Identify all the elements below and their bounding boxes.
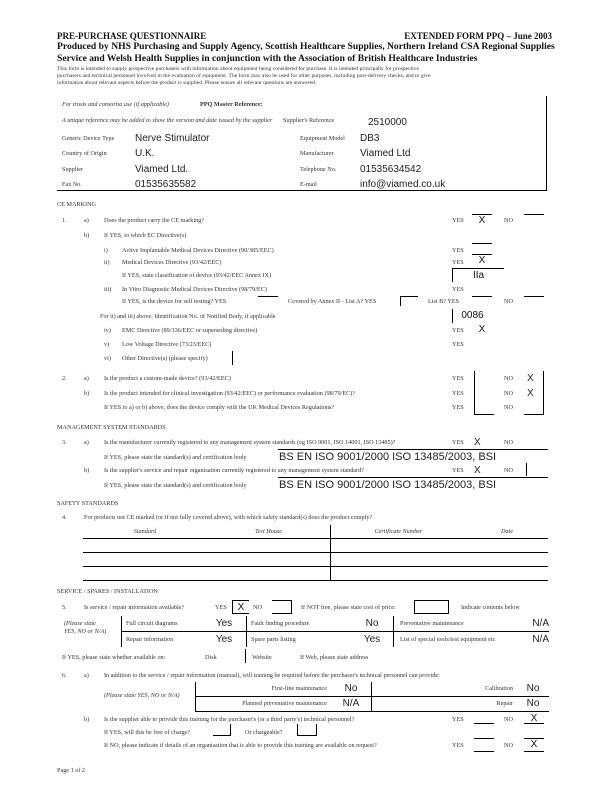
q3b-state-text: If YES, please state the standard(s) and certification body	[104, 482, 247, 489]
q6-number: 6.	[62, 672, 67, 679]
q6a-question: In addition to the service / repair information (manual), will training be required before the purchaser's technical personnel can provide:	[104, 672, 440, 679]
notified-body-field[interactable]: 0086	[452, 309, 492, 323]
supplier-value[interactable]: Viamed Ltd.	[135, 164, 189, 175]
q2a-no-checkbox[interactable]: X	[527, 373, 534, 384]
q1b-iv-yes-checkbox[interactable]: X	[478, 324, 486, 335]
q1b-vi-number: vi)	[104, 355, 111, 362]
training-grid-row-1	[195, 682, 549, 697]
column-header-test-house: Test House	[207, 525, 331, 538]
table-row[interactable]	[83, 553, 548, 567]
table-cell[interactable]	[83, 553, 331, 566]
grid-value[interactable]: No	[351, 616, 394, 631]
table-header-row	[83, 525, 548, 539]
q1b-letter: b)	[84, 232, 90, 239]
service-grid-row-2	[121, 632, 549, 647]
grid-value[interactable]: No	[331, 682, 372, 696]
column-header-date: Date	[500, 528, 514, 535]
q6c-yes-checkbox[interactable]	[474, 738, 494, 752]
q6b-or-text: Or chargeable?	[245, 729, 283, 736]
telephone-value[interactable]: 01535634542	[360, 164, 422, 175]
supplier-ref-label: Supplier's Reference	[283, 117, 335, 124]
service-contents-grid	[121, 616, 549, 647]
q5-side-label-1: (Please state	[64, 620, 96, 627]
list-a-checkbox[interactable]	[400, 296, 418, 306]
q5-cost-field[interactable]	[414, 600, 449, 614]
safety-standards-table	[83, 525, 548, 581]
page-number: Page 1 of 2	[57, 767, 86, 774]
q2b-no-label: NO	[504, 390, 513, 397]
q1b-v-text: Low Voltage Directive (73/23/EEC)	[122, 341, 212, 348]
grid-value[interactable]: Yes	[202, 632, 247, 647]
q1b-i-yes-checkbox[interactable]	[472, 243, 492, 254]
grid-value[interactable]: Yes	[351, 632, 394, 647]
grid-value[interactable]: Yes	[202, 616, 247, 631]
q1b-iv-yes-label: YES	[452, 327, 464, 334]
q5-website-label: Website	[252, 654, 272, 661]
q6b-free-text: If YES, will this be free of charge?	[104, 729, 191, 736]
service-grid-row-1	[121, 616, 549, 632]
q6c-question: If NO, please indicate if details of an organisation that is able to provide this training are available on request?	[104, 742, 377, 749]
q3a-question: Is the manufacturer currently registered to any management system standards (eg ISO 9001, ISO 14001, ISO 13485)?	[104, 439, 396, 446]
grid-label: Preventative maintenance	[400, 620, 464, 627]
q2-number: 2.	[62, 375, 67, 382]
q1a-no-checkbox[interactable]	[524, 214, 544, 225]
ce-marking-heading: CE MARKING	[57, 201, 97, 208]
q5-number: 5.	[62, 604, 67, 611]
grid-value[interactable]: N/A	[331, 697, 372, 711]
produced-by-line-2: Service and Welsh Health Supplies in conjunction with the Association of British Healthcare Industries	[57, 53, 478, 64]
q3a-yes-checkbox[interactable]: X	[474, 437, 481, 448]
q6b-question: Is the supplier able to provide this training for the purchaser's (or a third party's) technical personnel?	[104, 716, 355, 723]
reference-note: A unique reference may be added to show the version and date issued by the supplier	[62, 117, 273, 124]
q5-yes-label: YES	[215, 604, 227, 611]
notified-body-text: For ii) and iii) above, Identification No. of Notified Body, if applicable	[100, 313, 276, 320]
q1b-vi-text: Other Directive(s) (please specify)	[122, 355, 208, 362]
q5-question: Is service / repair information available?	[84, 604, 185, 611]
training-grid-row-2	[195, 697, 549, 712]
q1b-ii-yes-checkbox[interactable]: X	[472, 254, 492, 265]
trust-use-label: For trusts and consortia use (if applicable)	[62, 101, 169, 108]
q2a-letter: a)	[84, 375, 89, 382]
equipment-model-label: Equipment Model	[300, 135, 345, 142]
q1b-v-yes-label: YES	[452, 341, 464, 348]
q2a-yes-label: YES	[452, 375, 464, 382]
list-b-yes-checkbox[interactable]	[472, 296, 492, 307]
produced-by-line-1: Produced by NHS Purchasing and Supply Agency, Scottish Healthcare Supplies, Northern Ireland CSA Regional Supplies	[57, 41, 555, 52]
intro-line-3: information about relevant aspects before the product is supplied. Please ensure all relevant questions are answered.	[57, 80, 317, 86]
q6c-no-checkbox[interactable]: X	[524, 738, 544, 752]
q5-web-address-text: If Web, please state address	[300, 654, 369, 661]
q2c-no-label: NO	[504, 404, 513, 411]
manufacturer-label: Manufacturer	[300, 150, 334, 157]
q6b-no-checkbox[interactable]: X	[524, 713, 544, 724]
q1b-iii-yes-label: YES	[452, 286, 464, 293]
q2b-yes-label: YES	[452, 390, 464, 397]
grid-label: Planned preventative maintenance	[242, 700, 327, 707]
q1a-letter: a)	[84, 217, 89, 224]
self-testing-checkbox-line[interactable]	[258, 296, 278, 297]
q1b-i-yes-label: YES	[452, 247, 464, 254]
q1b-ii-yes-label: YES	[452, 259, 464, 266]
table-cell[interactable]	[331, 567, 548, 580]
grid-value[interactable]: N/A	[532, 634, 549, 645]
q5-no-checkbox[interactable]	[272, 600, 292, 614]
table-cell[interactable]	[331, 553, 548, 566]
iii-list-b-text: List B? YES	[428, 298, 460, 305]
management-heading: MANAGEMENT SYSTEM STANDARDS	[57, 424, 166, 431]
iii-self-testing-text: If YES, is the device for self testing? YES	[122, 298, 227, 305]
q1b-iii-number: iii)	[104, 286, 112, 293]
grid-label: Fault finding procedure	[251, 620, 310, 627]
q2b-no-checkbox[interactable]: X	[527, 388, 534, 399]
q1a-no-label: NO	[504, 217, 513, 224]
table-row[interactable]	[83, 539, 548, 553]
email-value[interactable]: info@viamed.co.uk	[360, 179, 446, 190]
q3a-state-text: If YES, please state the standard(s) and certification body	[104, 454, 247, 461]
q2a-no-label: NO	[504, 375, 513, 382]
q6b-yes-checkbox[interactable]	[474, 713, 494, 724]
q3a-no-label: NO	[504, 439, 513, 446]
email-label: E-mail	[300, 181, 317, 188]
q2a-question: Is the product a custom-made device? (93/42/EEC)	[104, 375, 231, 382]
iii-no-label: NO	[504, 298, 513, 305]
q5-side-label-2: YES, NO or N/A)	[64, 628, 107, 635]
q2c-yes-label: YES	[452, 404, 464, 411]
generic-type-value[interactable]: Nerve Stimulator	[135, 133, 210, 144]
q5-indicate-text: Indicate contents below	[461, 604, 520, 611]
q3b-answer-line	[278, 477, 548, 478]
country-label: Country of Origin	[62, 150, 107, 157]
q3b-yes-label: YES	[452, 467, 464, 474]
q2-no-column-box[interactable]	[524, 371, 544, 415]
intro-line-1: This form is intended to supply prospective purchasers with information about equipment being considered for purchase. It is intended principally for prospective	[57, 66, 419, 72]
q6c-no-label: NO	[504, 742, 513, 749]
equipment-model-value[interactable]: DB3	[360, 133, 380, 144]
device-class-field[interactable]: IIa	[452, 268, 504, 282]
table-row[interactable]	[83, 567, 548, 581]
table-cell[interactable]	[83, 539, 331, 552]
column-header-certificate: Certificate Number	[374, 528, 423, 535]
supplier-ref-value[interactable]: 2510000	[368, 117, 407, 128]
q3a-standards-value[interactable]: BS EN ISO 9001/2000 ISO 13485/2003, BSI	[279, 451, 497, 463]
fax-value[interactable]: 01535635582	[135, 179, 197, 190]
q1-number: 1.	[62, 217, 67, 224]
q2b-letter: b)	[84, 390, 90, 397]
q3b-no-checkbox[interactable]	[526, 463, 527, 476]
grid-label: Repair information	[126, 636, 174, 643]
grid-value[interactable]: N/A	[532, 618, 549, 629]
grid-label: Spare parts listing	[251, 636, 296, 643]
q6a-letter: a)	[84, 672, 89, 679]
q1a-question: Does the product carry the CE marking?	[104, 217, 204, 224]
form-title: PRE-PURCHASE QUESTIONNAIRE	[57, 31, 207, 41]
q4-question: For products not CE marked (or if not fully covered above), with which safety standard(s) does the product comply?	[84, 514, 373, 521]
q6b-letter: b)	[84, 716, 90, 723]
q1b-iv-text: EMC Directive (89/336/EEC or superseding directive)	[122, 327, 258, 334]
q1a-yes-checkbox[interactable]: X	[472, 214, 492, 225]
q1b-i-text: Active Implantable Medical Devices Directive (90/385/EEC)	[122, 247, 274, 254]
q3b-standards-value[interactable]: BS EN ISO 9001/2000 ISO 13485/2003, BSI	[279, 479, 497, 491]
manufacturer-value[interactable]: Viamed Ltd	[360, 148, 411, 159]
q2b-question: Is the product intended for clinical investigation (93/42/EEC) or performance evaluation (98/79/EC)?	[104, 390, 356, 397]
q6c-yes-label: YES	[452, 742, 464, 749]
grid-label: List of special tools/test equipment etc	[400, 636, 496, 643]
list-b-no-checkbox[interactable]	[524, 296, 544, 307]
q5-cost-text: If NOT free, please state cost of price:	[301, 604, 396, 611]
q5-disk-checkbox[interactable]	[245, 649, 246, 663]
table-cell[interactable]	[331, 539, 548, 552]
q3a-answer-line	[278, 449, 548, 450]
q1b-iv-number: iv)	[104, 327, 111, 334]
q3-number: 3.	[62, 439, 67, 446]
q1b-iii-text: In Vitro Diagnostic Medical Devices Directive (98/79/EC)	[122, 286, 267, 293]
q5-no-label: NO	[253, 604, 262, 611]
q6a-side-label: (Please state YES, NO or N/A)	[104, 692, 180, 699]
q1b-ii-text: Medical Devices Directive (93/42/EEC)	[122, 259, 222, 266]
q3a-yes-label: YES	[452, 439, 464, 446]
q6b-chargeable-checkbox[interactable]	[297, 724, 317, 736]
grid-label: Repair	[496, 700, 513, 707]
grid-label: First-line maintenance	[271, 685, 327, 692]
q1b-ii-class-text: If YES, state classification of device (93/42/EEC Annex IX)	[122, 272, 272, 279]
intro-line-2: purchasers and technical personnel involved in the evaluation of equipment. The form may also be used for other purposes, including post-delivery checks, and to give	[57, 73, 431, 79]
q3b-yes-checkbox[interactable]: X	[474, 465, 481, 476]
country-value[interactable]: U.K.	[135, 148, 155, 159]
generic-type-label: Generic Device Type	[62, 135, 115, 142]
q1b-i-number: i)	[104, 247, 108, 254]
q6b-free-checkbox[interactable]	[213, 724, 231, 736]
q5-avail-text: If YES, please state whether available on:	[62, 654, 166, 661]
iii-annex-list-a-text: Covered by Annex II - List A? YES	[288, 298, 377, 305]
telephone-label: Telephone No.	[300, 166, 337, 173]
grid-label: Full circuit diagrams	[126, 620, 178, 627]
q1a-yes-label: YES	[452, 217, 464, 224]
q6b-yes-label: YES	[452, 716, 464, 723]
form-version: EXTENDED FORM PPQ – June 2003	[404, 31, 552, 41]
q6b-no-label: NO	[504, 716, 513, 723]
service-heading: SERVICE / SPARES / INSTALLATION	[57, 588, 158, 595]
q3b-no-label: NO	[504, 467, 513, 474]
training-grid	[195, 682, 549, 712]
other-directive-field[interactable]	[232, 351, 233, 365]
ppq-master-label: PPQ Master Reference:	[200, 101, 263, 108]
q2-yes-column-box[interactable]	[474, 371, 494, 415]
q1b-ii-number: ii)	[104, 259, 110, 266]
column-header-standard: Standard	[133, 528, 157, 535]
table-cell[interactable]	[83, 567, 331, 580]
reference-box	[57, 96, 547, 191]
q1b-v-number: v)	[104, 341, 110, 348]
q5-yes-checkbox[interactable]: X	[232, 600, 249, 614]
grid-label: Calibration	[485, 685, 513, 692]
fax-label: Fax No.	[62, 181, 82, 188]
safety-heading: SAFETY STANDARDS	[57, 500, 119, 507]
q3b-letter: b)	[84, 467, 90, 474]
q4-number: 4.	[62, 514, 67, 521]
grid-value[interactable]: No	[526, 698, 540, 709]
q3b-question: Is the supplier's service and repair organisation currently registered to any management system standard?	[104, 467, 364, 474]
q2c-question: If YES to a) or b) above, does the device comply with the UK Medical Devices Regulations?	[104, 404, 335, 411]
grid-value[interactable]: No	[526, 683, 540, 694]
q5-disk-label: Disk	[205, 654, 217, 661]
q3a-letter: a)	[84, 439, 89, 446]
q1b-question: If YES, to which EC Directive(s)	[104, 232, 187, 239]
supplier-label: Supplier	[62, 166, 83, 173]
